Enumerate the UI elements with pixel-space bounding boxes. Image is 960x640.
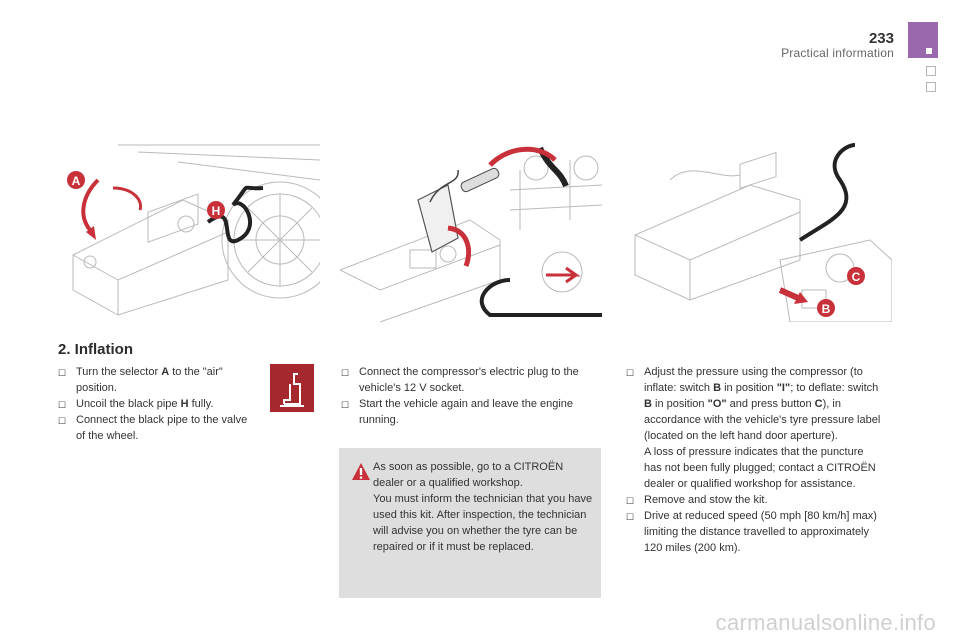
step-item [626,364,884,492]
step-item [341,396,603,428]
step-item [58,396,254,412]
illustration-plug-socket [340,140,602,322]
checkbox-icon: ☐ [58,368,67,378]
checkbox-icon: ☐ [626,512,635,522]
section-heading: 2. Inflation [58,341,133,358]
step-item [626,492,884,508]
illustration-pressure-adjust [630,140,892,322]
warning-box [339,448,601,598]
illustration-compressor-wheel [58,140,320,322]
step-text: C [814,398,823,410]
page-number: 233 [868,30,894,47]
step-text: "O" [707,398,727,410]
warning-line: You must inform the technician that you have used this kit. After inspection, the technician will advise you on whether the tyre can be repaired or if it must be replaced. [373,493,593,553]
step-text: Uncoil the black pipe [76,398,181,410]
callout-b-label: B [821,302,831,316]
step-text: in position [721,382,777,394]
steps-column-2 [341,364,603,428]
checkbox-icon: ☐ [58,400,67,410]
step-text: B [644,398,652,410]
step-text: ; to deflate: switch [790,382,879,394]
steps-column-1 [58,364,254,444]
tab-square-icon [926,66,936,76]
checkbox-icon: ☐ [626,368,635,378]
callout-a-label: A [71,174,81,188]
step-text: A loss of pressure indicates that the puncture has not been fully plugged; contact a CITROËN dealer or qualified workshop for assistance. [644,446,876,490]
callout-h-label: H [211,204,221,218]
step-text: fully. [188,398,214,410]
step-item [341,364,603,396]
step-text: Adjust the pressure using the compressor (to inflate: switch [644,366,863,394]
step-text: Connect the compressor's electric plug to the vehicle's 12 V socket. [359,366,579,394]
step-item [58,364,254,396]
step-text: A [161,366,170,378]
step-text: to the "air" position. [76,366,223,394]
section-name: Practical information [781,46,894,60]
tab-marker-icon [926,48,932,54]
callout-c-label: C [851,270,861,284]
step-text: Connect the black pipe to the valve of the wheel. [76,414,248,442]
step-text: "I" [776,382,791,394]
warning-text [373,459,595,555]
step-item [58,412,254,444]
checkbox-icon: ☐ [626,496,635,506]
chapter-tab [908,22,938,58]
step-text: ), in accordance with the vehicle's tyre pressure label (located on the left hand door aperture). [644,398,881,442]
step-item [626,508,884,556]
step-text: Remove and stow the kit. [644,494,768,506]
step-text: Turn the selector [76,366,162,378]
checkbox-icon: ☐ [58,416,67,426]
warning-line: As soon as possible, go to a CITROËN dealer or a qualified workshop. [373,461,564,489]
step-text: and press button [726,398,815,410]
step-text: in position [651,398,708,410]
pump-icon [270,364,314,412]
step-text: H [180,398,189,410]
exclamation-icon [351,462,371,489]
tab-square-icon [926,82,936,92]
watermark: carmanualsonline.info [715,610,936,635]
checkbox-icon: ☐ [341,400,350,410]
step-text: Start the vehicle again and leave the engine running. [359,398,574,426]
checkbox-icon: ☐ [341,368,350,378]
steps-column-3 [626,364,884,556]
step-text: B [713,382,722,394]
step-text: Drive at reduced speed (50 mph [80 km/h] max) limiting the distance travelled to approximately 120 miles (200 km). [644,510,877,554]
